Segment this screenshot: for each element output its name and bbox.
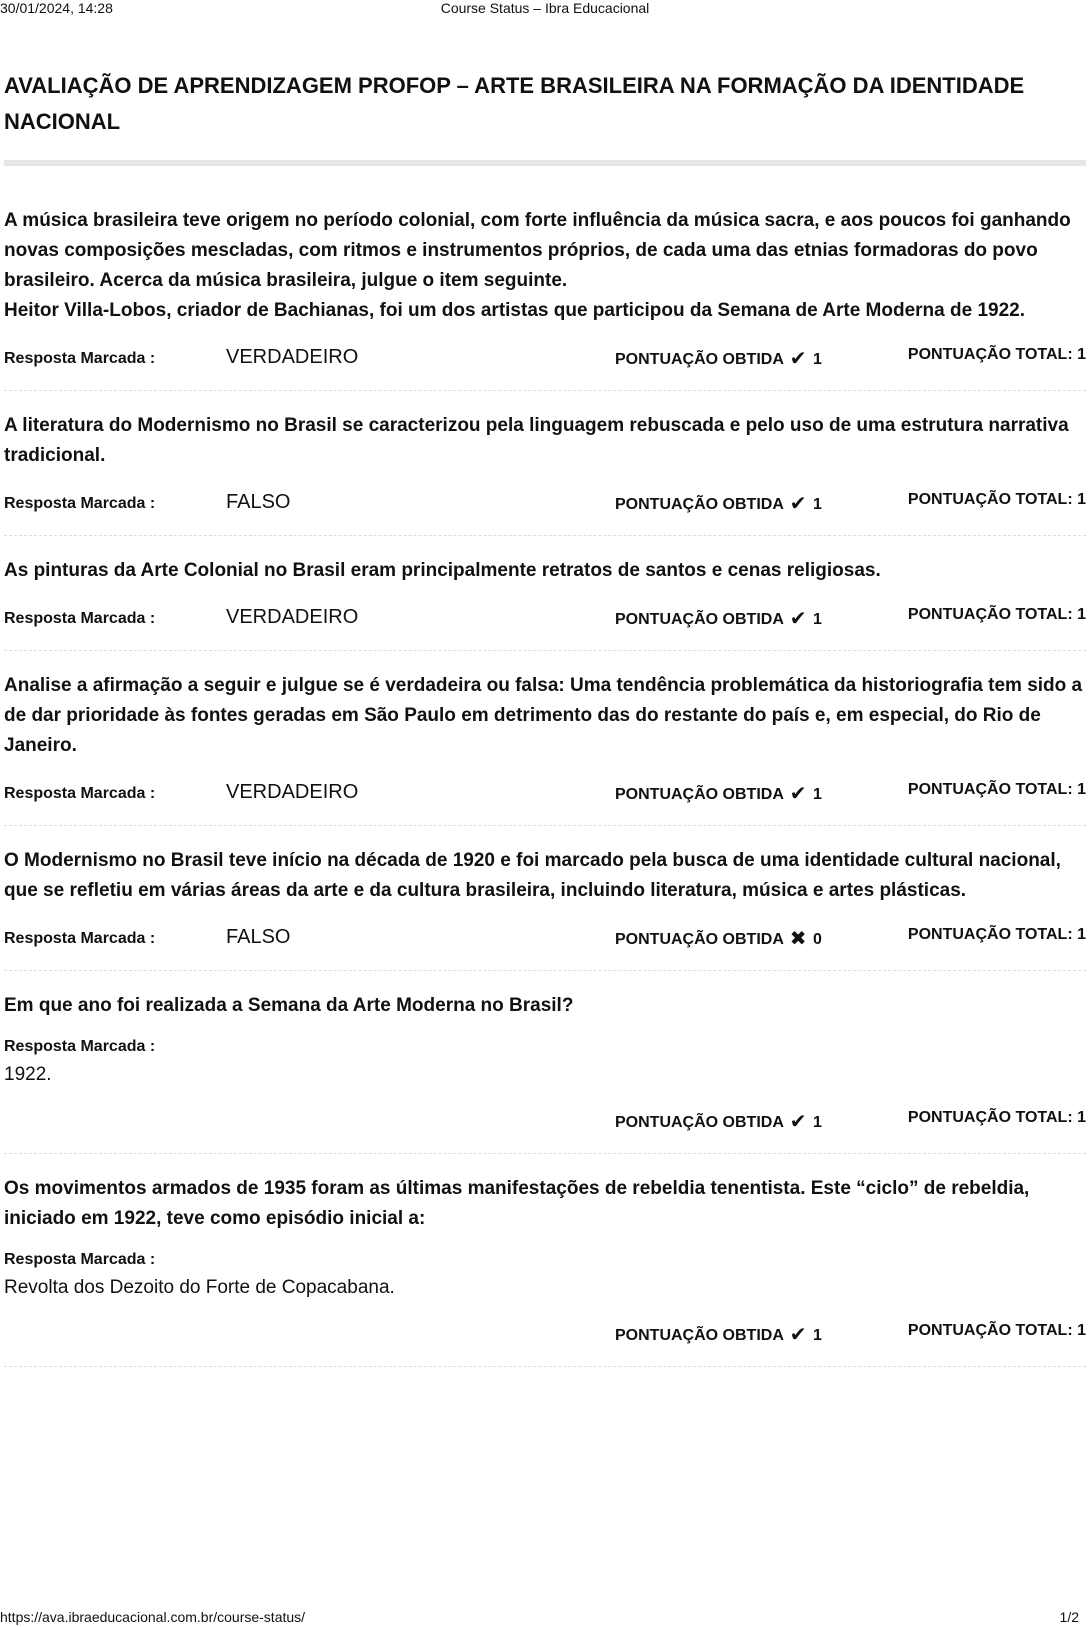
answer-row: [4, 600, 1086, 640]
question-item: [4, 846, 1086, 971]
answer-label: Resposta Marcada :: [4, 785, 156, 802]
score-row: [4, 1316, 1086, 1356]
answer-value: 1922.: [4, 1064, 52, 1085]
score-obtained: [615, 926, 822, 951]
print-datetime: 30/01/2024, 14:28: [0, 0, 113, 16]
print-header: [0, 0, 1090, 18]
score-obtained-label: PONTUAÇÃO OBTIDA: [615, 496, 784, 513]
answer-row: [4, 920, 1086, 960]
answer-value: VERDADEIRO: [226, 346, 359, 368]
answer-label: Resposta Marcada :: [4, 495, 156, 512]
score-total: PONTUAÇÃO TOTAL: 1: [907, 606, 1086, 623]
score-obtained-label: PONTUAÇÃO OBTIDA: [615, 1327, 784, 1344]
answer-label: Resposta Marcada :: [4, 1038, 156, 1055]
check-icon: ✔: [789, 783, 807, 805]
score-value: 1: [812, 496, 822, 513]
question-item: [4, 1174, 1086, 1367]
score-value: 0: [812, 931, 822, 948]
answer-value: VERDADEIRO: [226, 606, 359, 628]
question-item: [4, 206, 1086, 391]
cross-icon: ✖: [789, 928, 807, 950]
page-title: AVALIAÇÃO DE APRENDIZAGEM PROFOP – ARTE BRASILEIRA NA FORMAÇÃO DA IDENTIDADE NACIONAL: [4, 73, 1025, 134]
question-text: Os movimentos armados de 1935 foram as últimas manifestações de rebeldia tenentista. Este “ciclo” de rebeldia, iniciado em 1922, teve como episódio inicial a:: [4, 1178, 1030, 1229]
question-item: [4, 671, 1086, 826]
question-text: Em que ano foi realizada a Semana da Arte Moderna no Brasil?: [4, 995, 574, 1016]
score-value: 1: [812, 786, 822, 803]
answer-label: Resposta Marcada :: [4, 610, 156, 627]
answer-value: Revolta dos Dezoito do Forte de Copacabana.: [4, 1277, 395, 1298]
answer-value: VERDADEIRO: [226, 781, 359, 803]
score-obtained: [615, 1109, 822, 1134]
score-total: PONTUAÇÃO TOTAL: 1: [907, 1322, 1086, 1339]
title-divider: [4, 160, 1086, 166]
score-obtained-label: PONTUAÇÃO OBTIDA: [615, 351, 784, 368]
check-icon: ✔: [789, 348, 807, 370]
score-obtained-label: PONTUAÇÃO OBTIDA: [615, 611, 784, 628]
question-list: [4, 206, 1086, 1367]
score-value: 1: [812, 351, 822, 368]
answer-row: [4, 340, 1086, 380]
question-item: [4, 556, 1086, 651]
score-total: PONTUAÇÃO TOTAL: 1: [907, 491, 1086, 508]
check-icon: ✔: [789, 1111, 807, 1133]
question-text: As pinturas da Arte Colonial no Brasil eram principalmente retratos de santos e cenas religiosas.: [4, 560, 881, 581]
score-total: PONTUAÇÃO TOTAL: 1: [907, 926, 1086, 943]
score-total: PONTUAÇÃO TOTAL: 1: [907, 346, 1086, 363]
answer-label: Resposta Marcada :: [4, 930, 156, 947]
question-text: A literatura do Modernismo no Brasil se caracterizou pela linguagem rebuscada e pelo uso de uma estrutura narrativa tradicional.: [4, 415, 1069, 466]
question-item: [4, 991, 1086, 1154]
answer-row: [4, 485, 1086, 525]
answer-label: Resposta Marcada :: [4, 1251, 156, 1268]
score-obtained: [615, 781, 822, 806]
score-obtained-label: PONTUAÇÃO OBTIDA: [615, 786, 784, 803]
page-number: 1/2: [1059, 1609, 1079, 1625]
score-obtained: [615, 606, 822, 631]
check-icon: ✔: [789, 1324, 807, 1346]
print-footer: [0, 1609, 1090, 1627]
answer-row: [4, 775, 1086, 815]
question-text: O Modernismo no Brasil teve início na década de 1920 e foi marcado pela busca de uma identidade cultural nacional, que se refletiu em várias áreas da arte e da cultura brasileira, incluindo literatura, música e artes plásticas.: [4, 850, 1061, 901]
score-obtained-label: PONTUAÇÃO OBTIDA: [615, 931, 784, 948]
answer-value: FALSO: [226, 491, 291, 513]
score-obtained: [615, 1322, 822, 1347]
question-text: A música brasileira teve origem no período colonial, com forte influência da música sacra, e aos poucos foi ganhando novas composições mescladas, com ritmos e instrumentos próprios, de cada uma das etnias formadoras do povo brasileiro. Acerca da música brasileira, julgue o item seguinte. Heitor Villa-Lobos, criador de Bachianas, foi um dos artistas que participou da Semana de Arte Moderna de 1922.: [4, 210, 1071, 321]
score-value: 1: [812, 1114, 822, 1131]
check-icon: ✔: [789, 493, 807, 515]
print-document-title: Course Status – Ibra Educacional: [440, 0, 650, 16]
score-obtained: [615, 491, 822, 516]
check-icon: ✔: [789, 608, 807, 630]
answer-value: FALSO: [226, 926, 291, 948]
score-total: PONTUAÇÃO TOTAL: 1: [907, 1109, 1086, 1126]
score-obtained: [615, 346, 822, 371]
score-total: PONTUAÇÃO TOTAL: 1: [907, 781, 1086, 798]
score-row: [4, 1103, 1086, 1143]
score-value: 1: [812, 611, 822, 628]
question-item: [4, 411, 1086, 536]
question-text: Analise a afirmação a seguir e julgue se é verdadeira ou falsa: Uma tendência problemática da historiografia tem sido a de dar prioridade às fontes geradas em São Paulo em detrimento das do restante do país e, em especial, do Rio de Janeiro.: [4, 675, 1083, 756]
answer-label: Resposta Marcada :: [4, 350, 156, 367]
main-content: [4, 68, 1086, 1387]
score-value: 1: [812, 1327, 822, 1344]
score-obtained-label: PONTUAÇÃO OBTIDA: [615, 1114, 784, 1131]
page-url-link[interactable]: https://ava.ibraeducacional.com.br/course-status/: [0, 1609, 306, 1625]
